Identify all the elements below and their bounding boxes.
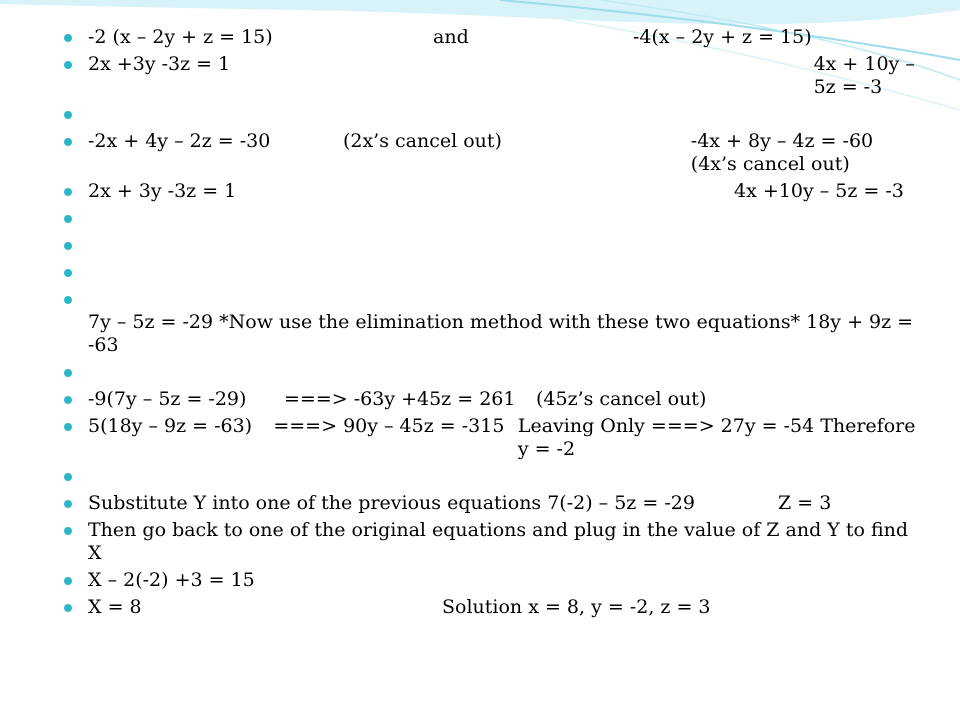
equation-text: -2x + 4y – 2z = -30 — [88, 130, 271, 152]
note-text: (2x’s cancel out) — [342, 130, 502, 152]
bullet-dot-icon — [64, 527, 72, 535]
slide-content — [64, 26, 924, 623]
bullet-dot-icon — [64, 500, 72, 508]
bullet-dot-icon — [64, 396, 72, 404]
bullet-item — [64, 596, 924, 619]
bullet-dot-icon — [64, 188, 72, 196]
bullet-dot-icon — [64, 473, 72, 481]
solution-text: Solution x = 8, y = -2, z = 3 — [442, 596, 711, 618]
equation-text: ===> -63y +45z = 261 — [284, 388, 516, 410]
equation-text: ===> 90y – 45z = -315 — [273, 415, 505, 437]
equation-text: -4(x – 2y + z = 15) — [633, 26, 812, 48]
bullet-item — [64, 234, 924, 257]
bullet-dot-icon — [64, 577, 72, 585]
bullet-item — [64, 569, 924, 592]
bullet-item — [64, 130, 924, 176]
equation-text: -2 (x – 2y + z = 15) — [88, 26, 273, 48]
connector-text: and — [433, 26, 469, 48]
bullet-item — [64, 26, 924, 49]
instruction-text: Substitute Y into one of the previous equations 7(-2) – 5z = -29 — [88, 492, 695, 514]
bullet-dot-icon — [64, 215, 72, 223]
bullet-dot-icon — [64, 423, 72, 431]
instruction-text: Then go back to one of the original equations and plug in the value of Z and Y to find X — [88, 519, 909, 564]
bullet-item — [64, 519, 924, 565]
bullet-dot-icon — [64, 296, 72, 304]
note-text: (45z’s cancel out) — [536, 388, 707, 410]
equation-text: -4x + 8y – 4z = -60 (4x’s cancel out) — [690, 130, 874, 175]
equation-text: X – 2(-2) +3 = 15 — [88, 569, 255, 591]
equation-text: 4x +10y – 5z = -3 — [734, 180, 904, 202]
bullet-dot-icon — [64, 369, 72, 377]
result-text: Z = 3 — [778, 492, 832, 514]
bullet-dot-icon — [64, 138, 72, 146]
bullet-dot-icon — [64, 34, 72, 42]
equation-text: 4x + 10y – 5z = -3 — [813, 53, 915, 98]
bullet-item — [64, 415, 924, 461]
bullet-item — [64, 180, 924, 203]
bullet-item — [64, 53, 924, 99]
bullet-item — [64, 388, 924, 411]
equation-text: 2x + 3y -3z = 1 — [88, 180, 237, 202]
result-text: Leaving Only ===> 27y = -54 Therefore y = -2 — [517, 415, 916, 460]
bullet-item — [64, 207, 924, 230]
bullet-dot-icon — [64, 111, 72, 119]
instruction-text: 7y – 5z = -29 *Now use the elimination method with these two equations* 18y + 9z = -63 — [88, 311, 914, 356]
bullet-dot-icon — [64, 61, 72, 69]
equation-text: -9(7y – 5z = -29) — [88, 388, 247, 410]
equation-text: 5(18y – 9z = -63) — [88, 415, 253, 437]
bullet-dot-icon — [64, 242, 72, 250]
equation-text: X = 8 — [88, 596, 142, 618]
bullet-dot-icon — [64, 604, 72, 612]
bullet-item — [64, 465, 924, 488]
equation-text: 2x +3y -3z = 1 — [88, 53, 231, 75]
bullet-item — [64, 103, 924, 126]
bullet-dot-icon — [64, 269, 72, 277]
bullet-item — [64, 261, 924, 284]
bullet-item — [64, 361, 924, 384]
bullet-list — [64, 26, 924, 619]
bullet-item — [64, 288, 924, 357]
bullet-item — [64, 492, 924, 515]
